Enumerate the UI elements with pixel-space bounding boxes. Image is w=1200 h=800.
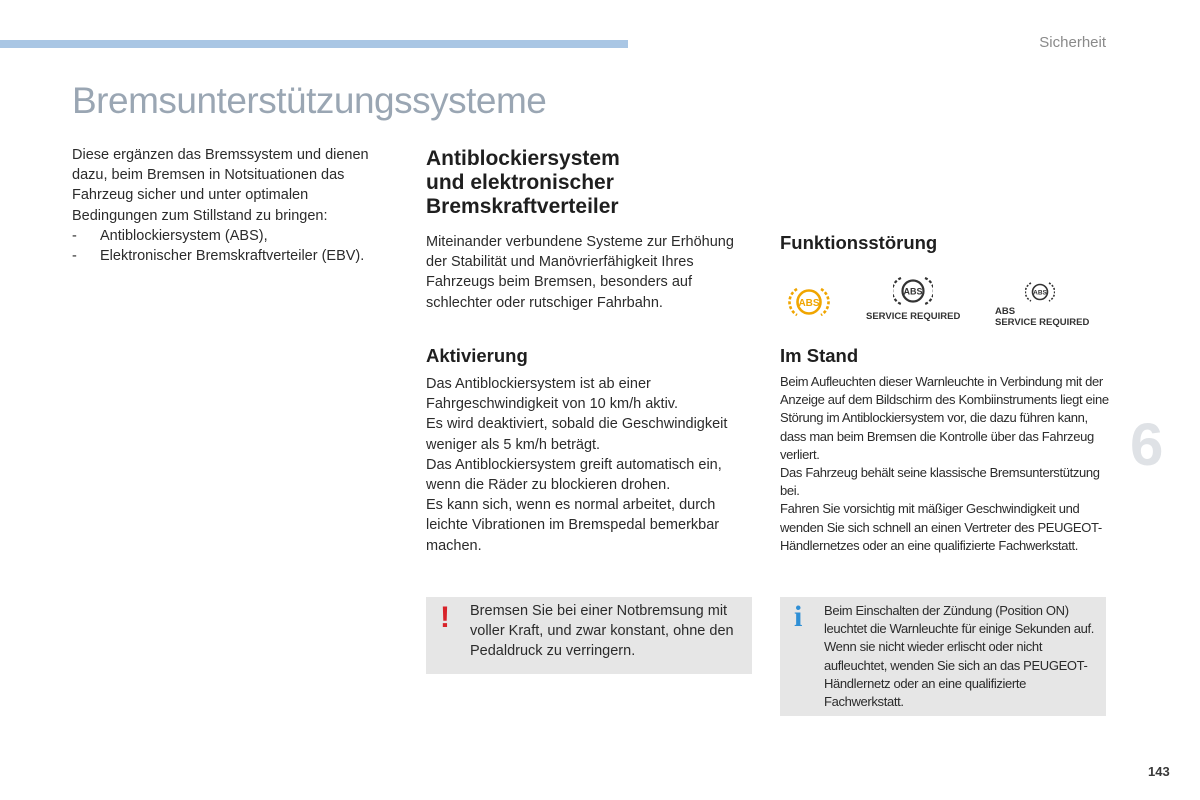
abs-service-text-icon — [1025, 280, 1055, 304]
indicator-label: ABS — [903, 286, 923, 297]
exclamation-icon: ! — [440, 601, 450, 634]
indicator-caption: SERVICE REQUIRED — [866, 311, 961, 322]
warning-box — [426, 597, 752, 674]
intro-block — [72, 145, 392, 266]
standstill-heading: Im Stand — [780, 345, 859, 366]
intro-text: Diese ergänzen das Bremssystem und dienen dazu, beim Bremsen in Notsituationen das Fahrzeug sicher und unter optimalen Bedingungen zum Stillstand zu bringen: — [72, 147, 369, 224]
section-name: Sicherheit — [1039, 34, 1106, 51]
activation-text — [426, 374, 752, 556]
bullet-marker: - — [72, 248, 77, 265]
intro-list — [72, 226, 392, 266]
paragraph: Es wird deaktiviert, sobald die Geschwindigkeit weniger als 5 km/h beträgt. — [426, 416, 728, 453]
heading-line: und elektronischer — [426, 171, 614, 194]
chapter-number: 6 — [1130, 411, 1164, 478]
list-item-text: Elektronischer Bremskraftverteiler (EBV). — [100, 248, 365, 265]
paragraph: Beim Aufleuchten dieser Warnleuchte in Verbindung mit der Anzeige auf dem Bildschirm des Kombiinstruments liegt eine Störung im Antiblockiersystem vor, die dazu führen kann, dass man beim Bremsen die Kontrolle über das Fahrzeug verliert. — [780, 374, 1109, 462]
abs-service-display-icon — [893, 274, 933, 308]
list-item — [72, 226, 392, 246]
indicator-caption: SERVICE REQUIRED — [995, 317, 1090, 328]
info-text: Beim Einschalten der Zündung (Position ON) leuchtet die Warnleuchte für einige Sekunden auf. Wenn sie nicht wieder erlischt oder nicht aufleuchtet, wenden Sie sich an das PEUGEOT-Händlernetz oder an eine qualifizierte Fachwerkstatt. — [824, 603, 1094, 710]
bullet-marker: - — [72, 227, 77, 244]
heading-line: Antiblockiersystem — [426, 147, 620, 170]
list-item-text: Antiblockiersystem (ABS), — [100, 227, 268, 244]
indicator-label: ABS — [798, 298, 820, 309]
indicator-caption-top: ABS — [995, 306, 1016, 317]
standstill-text — [780, 373, 1110, 555]
info-box — [780, 597, 1106, 716]
malfunction-heading: Funktionsstörung — [780, 232, 938, 253]
paragraph: Das Antiblockiersystem greift automatisch ein, wenn die Räder zu blockieren drohen. — [426, 456, 722, 494]
info-icon: i — [794, 600, 803, 633]
indicator-label: ABS — [1033, 289, 1047, 297]
abs-section-text: Miteinander verbundene Systeme zur Erhöhung der Stabilität und Manövrierfähigkeit Ihres Fahrzeugs beim Bremsen, besonders auf schlechter oder rutschiger Fahrbahn. — [426, 234, 734, 311]
warning-text: Bremsen Sie bei einer Notbremsung mit voller Kraft, und zwar konstant, ohne den Pedaldruck zu verringern. — [470, 603, 734, 660]
abs-section-heading — [426, 147, 752, 219]
abs-warning-light-icon — [788, 284, 830, 320]
page-number: 143 — [1148, 764, 1170, 779]
page-title: Bremsunterstützungssysteme — [72, 80, 547, 121]
activation-heading: Aktivierung — [426, 345, 528, 366]
list-item — [72, 246, 392, 266]
paragraph: Das Antiblockiersystem ist ab einer Fahrgeschwindigkeit von 10 km/h aktiv. — [426, 376, 678, 413]
paragraph: Es kann sich, wenn es normal arbeitet, durch leichte Vibrationen im Bremspedal bemerkbar machen. — [426, 497, 720, 554]
paragraph: Fahren Sie vorsichtig mit mäßiger Geschwindigkeit und wenden Sie sich schnell an einen Vertreter des PEUGEOT-Händlernetzes oder an eine qualifizierte Fachwerkstatt. — [780, 501, 1102, 553]
paragraph: Das Fahrzeug behält seine klassische Bremsunterstützung bei. — [780, 465, 1100, 499]
heading-line: Bremskraftverteiler — [426, 195, 619, 218]
header-accent-bar — [0, 40, 628, 48]
